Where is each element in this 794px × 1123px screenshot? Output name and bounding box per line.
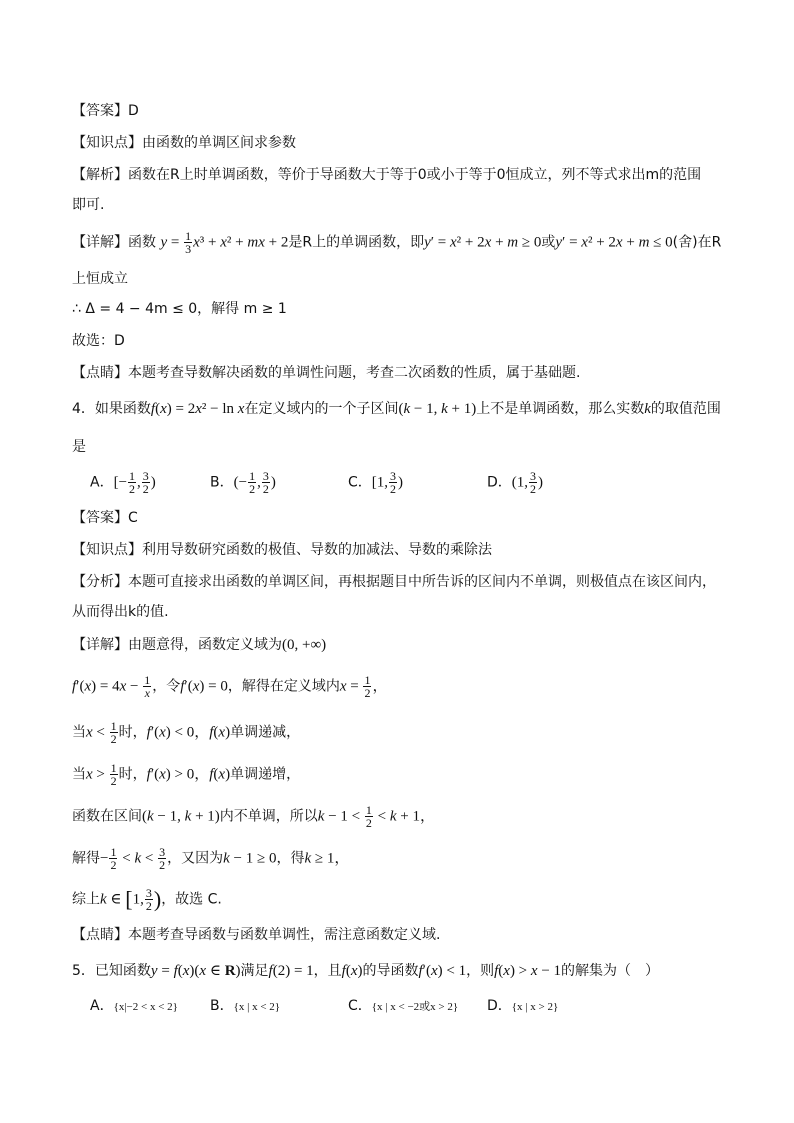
q4-stem-2: 是 [72, 439, 86, 455]
q3-detail-2: 上恒成立 [72, 271, 128, 287]
q5-option-a: A．{x|−2 < x < 2} [90, 998, 178, 1014]
q5-option-c: C．{x | x < −2或x > 2} [348, 998, 459, 1014]
q3-analysis-1: 【解析】函数在R上时单调函数，等价于导函数大于等于0或小于等于0恒成立，列不等式求出m的范围 [72, 167, 702, 183]
q3-detail-1: 【详解】函数 y = $\frac{1}{3}$ x³ + x² + mx + 2是R上的单调函数，即y′ = x² + 2x + m ≥ 0或y′ = x² + 2x + m ≤ 0(舍)在R [72, 229, 722, 256]
q4-detail-6: 解得− $\frac{1}{2}$ < k < $\frac{3}{2}$ ，又因为k − 1 ≥ 0，得k ≥ 1， [72, 845, 350, 872]
q3-detail-3: ∴ Δ = 4 − 4m ≤ 0，解得 m ≥ 1 [72, 301, 287, 317]
q3-knowledge: 【知识点】由函数的单调区间求参数 [72, 135, 296, 151]
q4-answer: 【答案】C [72, 510, 138, 526]
q4-detail-2: f′(x) = 4x − $\frac{1}{x}$ ，令f′(x) = 0，解得在定义域内x = $\frac{1}{2}$ ， [72, 673, 388, 700]
q4-option-d: D．(1, $\frac{3}{2}$ ) [487, 469, 544, 496]
q3-choose: 故选：D [72, 333, 125, 349]
q4-option-a: A．[− $\frac{1}{2}$ , $\frac{3}{2}$ ) [90, 469, 156, 496]
q4-detail-1: 【详解】由题意得，函数定义域为(0, +∞) [72, 637, 327, 653]
q5-stem: 5．已知函数y = f(x)(x ∈ R)满足f(2) = 1，且f(x)的导函数f′(x) < 1，则f(x) > x − 1的解集为（ ） [72, 963, 660, 979]
q4-analysis-2: 从而得出k的值. [72, 604, 169, 620]
q4-knowledge: 【知识点】利用导数研究函数的极值、导数的加减法、导数的乘除法 [72, 542, 492, 558]
q4-detail-5: 函数在区间(k − 1, k + 1)内不单调，所以k − 1 < $\frac{1}{2}$ < k + 1， [72, 803, 435, 830]
q4-option-b: B．(− $\frac{1}{2}$ , $\frac{3}{2}$ ) [210, 469, 276, 496]
q4-detail-3: 当x < $\frac{1}{2}$ 时，f′(x) < 0，f(x)单调递减， [72, 719, 301, 746]
q4-comment: 【点睛】本题考查导函数与函数单调性，需注意函数定义域. [72, 927, 441, 943]
q3-analysis-2: 即可. [72, 197, 105, 213]
q4-stem-1: 4．如果函数f(x) = 2x² − ln x在定义域内的一个子区间(k − 1, k + 1)上不是单调函数，那么实数k的取值范围 [72, 401, 721, 417]
q3-comment: 【点睛】本题考查导数解决函数的单调性问题，考查二次函数的性质，属于基础题. [72, 365, 581, 381]
q3-answer: 【答案】D [72, 103, 139, 119]
q4-detail-4: 当x > $\frac{1}{2}$ 时，f′(x) > 0，f(x)单调递增， [72, 761, 301, 788]
q4-option-c: C．[1, $\frac{3}{2}$ ) [348, 469, 404, 496]
q5-option-d: D．{x | x > 2} [487, 998, 559, 1014]
q4-analysis-1: 【分析】本题可直接求出函数的单调区间，再根据题目中所告诉的区间内不单调，则极值点在该区间内， [72, 574, 716, 590]
q5-option-b: B．{x | x < 2} [210, 998, 281, 1014]
q4-detail-7: 综上k ∈ [1, $\frac{3}{2}$ )，故选 C. [72, 886, 222, 913]
